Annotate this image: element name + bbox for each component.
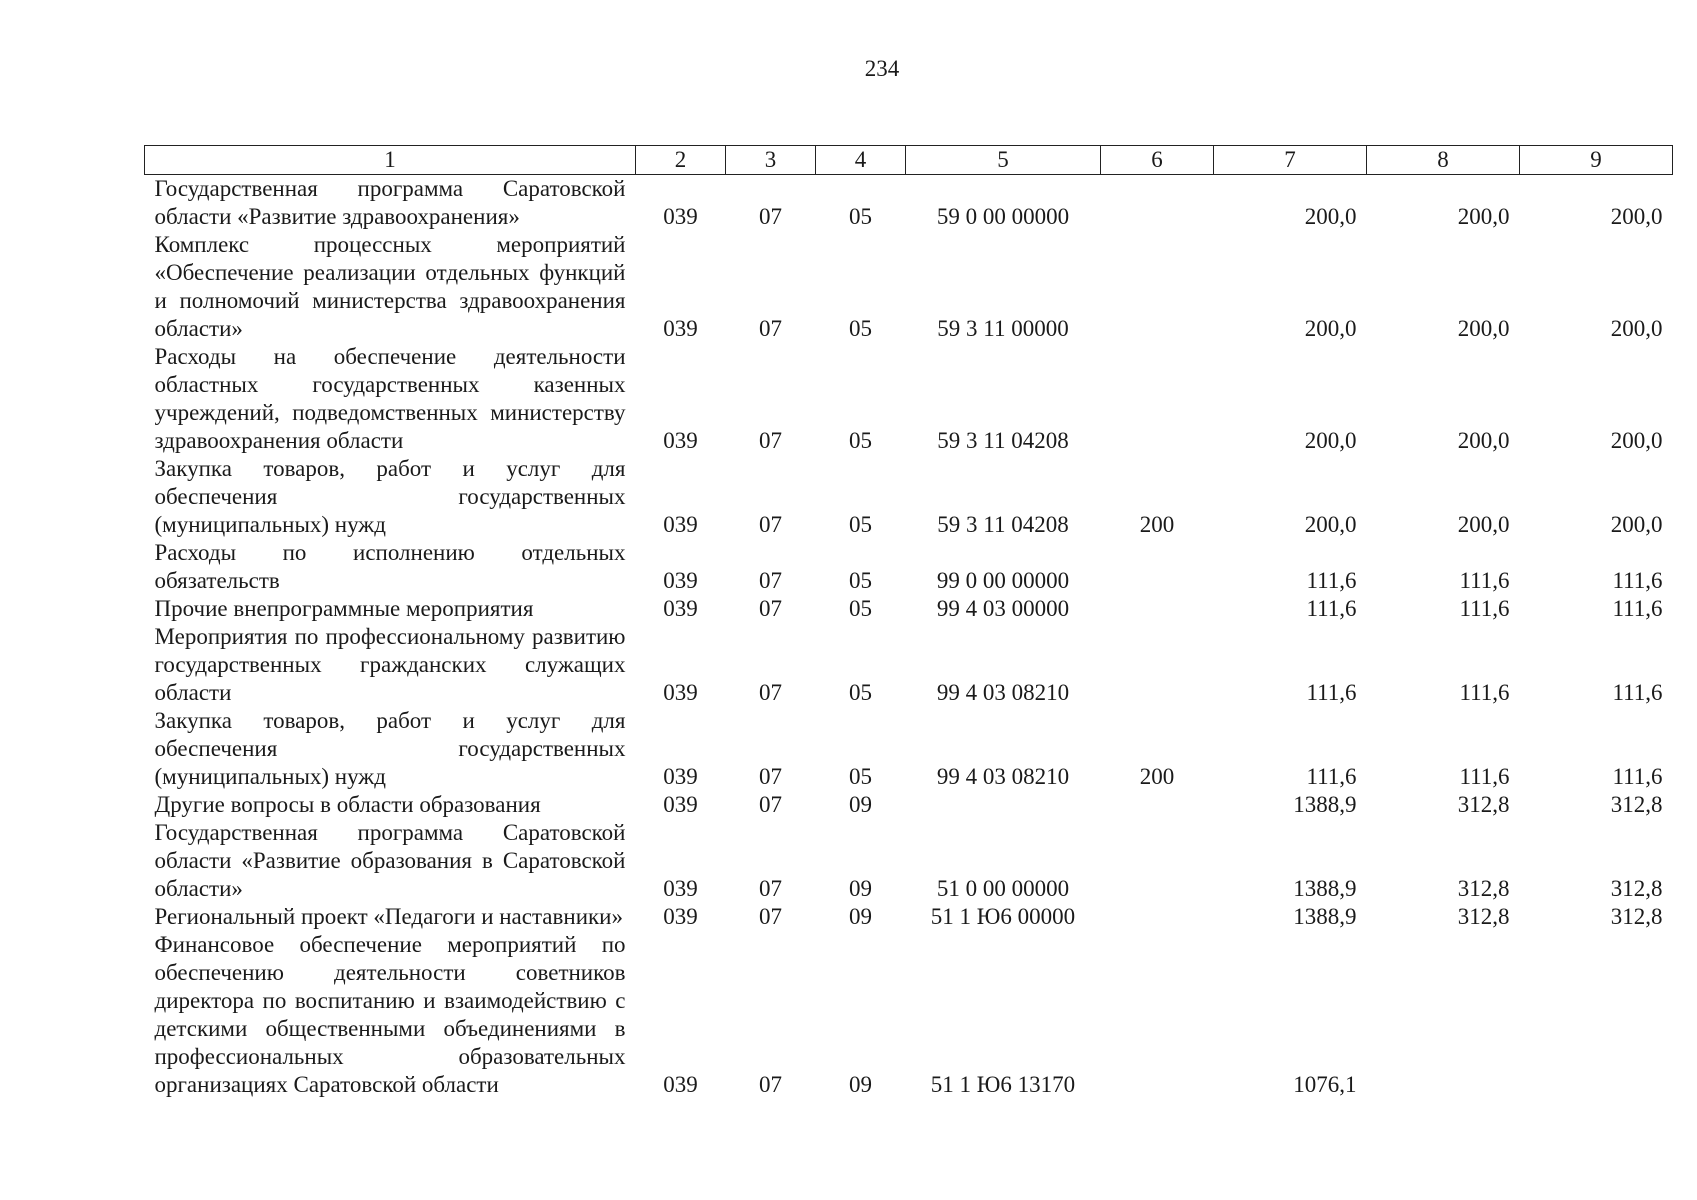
row-expense-type-cell [1101,623,1214,707]
row-amount-col7-cell: 1388,9 [1293,792,1357,817]
header-cell-9: 9 [1520,146,1673,175]
row-section-code-cell: 07 [759,512,782,537]
row-expense-type-cell [1101,903,1214,931]
row-subsection-code-cell: 09 [849,1072,872,1097]
row-amount-col9-cell: 111,6 [1612,596,1663,621]
header-cell-1: 1 [145,146,636,175]
row-expense-type-cell [1101,231,1214,343]
row-target-article-cell: 51 1 Ю6 00000 [930,904,1076,929]
row-amount-col9-cell: 312,8 [1610,792,1663,817]
header-cell-6: 6 [1101,146,1214,175]
row-section-code-cell: 07 [759,596,782,621]
table-row [145,175,1673,232]
row-ministry-code-cell: 039 [663,1072,698,1097]
row-amount-col7-cell: 1388,9 [1293,876,1357,901]
row-amount-col9-cell: 312,8 [1610,904,1663,929]
row-amount-col7-cell: 200,0 [1304,316,1357,341]
row-target-article-cell: 99 4 03 00000 [936,596,1070,621]
row-expense-type-cell [1101,791,1214,819]
row-amount-col7-cell: 200,0 [1304,512,1357,537]
row-target-article-cell: 59 3 11 00000 [937,316,1069,341]
row-subsection-code-cell: 05 [849,568,872,593]
row-amount-col8-cell: 312,8 [1457,792,1510,817]
page-number: 234 [864,56,900,81]
row-amount-col9-cell: 111,6 [1612,764,1663,789]
row-amount-col9-cell: 111,6 [1612,680,1663,705]
row-target-article-cell [906,791,1101,819]
header-cell-3: 3 [726,146,816,175]
row-name-cell: Другие вопросы в области образования [154,792,541,817]
row-section-code-cell: 07 [759,428,782,453]
row-target-article-cell: 99 0 00 00000 [936,568,1070,593]
row-subsection-code-cell: 05 [849,512,872,537]
table-row [145,819,1673,903]
row-amount-col8-cell: 200,0 [1457,204,1510,229]
table-row [145,931,1673,1099]
row-ministry-code-cell: 039 [663,596,698,621]
table-row [145,623,1673,707]
row-subsection-code-cell: 09 [849,792,872,817]
row-target-article-cell: 99 4 03 08210 [936,680,1070,705]
row-section-code-cell: 07 [759,764,782,789]
row-name-cell: Государственная программа Саратовской области «Развитие образования в Саратовской области» [154,820,626,901]
table-row [145,231,1673,343]
row-subsection-code-cell: 09 [849,876,872,901]
row-ministry-code-cell: 039 [663,904,698,929]
row-ministry-code-cell: 039 [663,316,698,341]
row-subsection-code-cell: 09 [849,904,872,929]
row-amount-col9-cell: 200,0 [1610,512,1663,537]
row-amount-col7-cell: 200,0 [1304,428,1357,453]
row-section-code-cell: 07 [759,1072,782,1097]
row-expense-type-cell [1101,595,1214,623]
table-body [145,175,1673,1100]
row-ministry-code-cell: 039 [663,204,698,229]
row-amount-col7-cell: 1076,1 [1293,1072,1357,1097]
table-row [145,903,1673,931]
row-section-code-cell: 07 [759,792,782,817]
row-expense-type-cell [1101,931,1214,1099]
table-row [145,707,1673,791]
row-name-cell: Закупка товаров, работ и услуг для обеспечения государственных (муниципальных) нужд [154,708,626,789]
row-amount-col8-cell [1367,931,1520,1099]
row-amount-col8-cell: 200,0 [1457,512,1510,537]
row-amount-col8-cell: 312,8 [1457,876,1510,901]
row-subsection-code-cell: 05 [849,596,872,621]
row-amount-col9-cell: 312,8 [1610,876,1663,901]
row-amount-col8-cell: 200,0 [1457,428,1510,453]
row-amount-col8-cell: 312,8 [1457,904,1510,929]
row-ministry-code-cell: 039 [663,764,698,789]
row-name-cell: Мероприятия по профессиональному развитию государственных гражданских служащих области [154,624,626,705]
row-target-article-cell: 51 1 Ю6 13170 [930,1072,1076,1097]
row-expense-type-cell [1101,819,1214,903]
row-amount-col7-cell: 200,0 [1304,204,1357,229]
table-row [145,343,1673,455]
row-target-article-cell: 51 0 00 00000 [936,876,1070,901]
row-amount-col9-cell: 200,0 [1610,428,1663,453]
row-ministry-code-cell: 039 [663,680,698,705]
row-subsection-code-cell: 05 [849,316,872,341]
row-section-code-cell: 07 [759,568,782,593]
table-row [145,791,1673,819]
row-expense-type-cell [1101,175,1214,232]
row-amount-col8-cell: 111,6 [1459,680,1510,705]
row-target-article-cell: 99 4 03 08210 [936,764,1070,789]
row-amount-col7-cell: 1388,9 [1293,904,1357,929]
row-name-cell: Закупка товаров, работ и услуг для обеспечения государственных (муниципальных) нужд [154,456,626,537]
row-amount-col8-cell: 111,6 [1459,596,1510,621]
table-row [145,539,1673,595]
header-cell-5: 5 [906,146,1101,175]
row-name-cell: Комплекс процессных мероприятий «Обеспечение реализации отдельных функций и полномочий министерства здравоохранения области» [154,232,626,341]
header-cell-8: 8 [1367,146,1520,175]
row-name-cell: Государственная программа Саратовской области «Развитие здравоохранения» [154,176,626,229]
row-ministry-code-cell: 039 [663,512,698,537]
row-ministry-code-cell: 039 [663,876,698,901]
budget-table [144,145,1673,1099]
row-ministry-code-cell: 039 [663,792,698,817]
row-amount-col7-cell: 111,6 [1306,764,1357,789]
row-section-code-cell: 07 [759,680,782,705]
budget-table-container [144,145,1672,1099]
row-amount-col8-cell: 111,6 [1459,764,1510,789]
row-amount-col8-cell: 111,6 [1459,568,1510,593]
row-expense-type-cell [1101,539,1214,595]
row-amount-col7-cell: 111,6 [1306,596,1357,621]
row-amount-col9-cell: 111,6 [1612,568,1663,593]
row-target-article-cell: 59 3 11 04208 [937,428,1069,453]
row-section-code-cell: 07 [759,316,782,341]
table-row [145,455,1673,539]
row-name-cell: Расходы по исполнению отдельных обязательств [154,540,626,593]
row-amount-col8-cell: 200,0 [1457,316,1510,341]
row-target-article-cell: 59 3 11 04208 [937,512,1069,537]
row-section-code-cell: 07 [759,204,782,229]
row-name-cell: Финансовое обеспечение мероприятий по обеспечению деятельности советников директора по воспитанию и взаимодействию с детскими общественными объединениями в профессиональных образовательных организациях Саратовской области [154,932,626,1097]
row-amount-col9-cell: 200,0 [1610,204,1663,229]
table-row [145,595,1673,623]
row-amount-col9-cell: 200,0 [1610,316,1663,341]
row-section-code-cell: 07 [759,904,782,929]
row-subsection-code-cell: 05 [849,764,872,789]
row-expense-type-cell [1101,343,1214,455]
header-cell-7: 7 [1214,146,1367,175]
row-target-article-cell: 59 0 00 00000 [936,204,1070,229]
table-header-row [145,146,1673,175]
row-amount-col7-cell: 111,6 [1306,680,1357,705]
row-subsection-code-cell: 05 [849,680,872,705]
header-cell-2: 2 [636,146,726,175]
row-expense-type-cell: 200 [1139,512,1175,537]
row-ministry-code-cell: 039 [663,568,698,593]
row-name-cell: Прочие внепрограммные мероприятия [154,596,534,621]
row-subsection-code-cell: 05 [849,204,872,229]
row-name-cell: Региональный проект «Педагоги и наставники» [154,904,623,929]
row-subsection-code-cell: 05 [849,428,872,453]
row-name-cell: Расходы на обеспечение деятельности областных государственных казенных учреждений, подведомственных министерству здравоохранения области [154,344,626,453]
row-ministry-code-cell: 039 [663,428,698,453]
row-amount-col7-cell: 111,6 [1306,568,1357,593]
row-expense-type-cell: 200 [1139,764,1175,789]
row-amount-col9-cell [1520,931,1673,1099]
row-section-code-cell: 07 [759,876,782,901]
header-cell-4: 4 [816,146,906,175]
